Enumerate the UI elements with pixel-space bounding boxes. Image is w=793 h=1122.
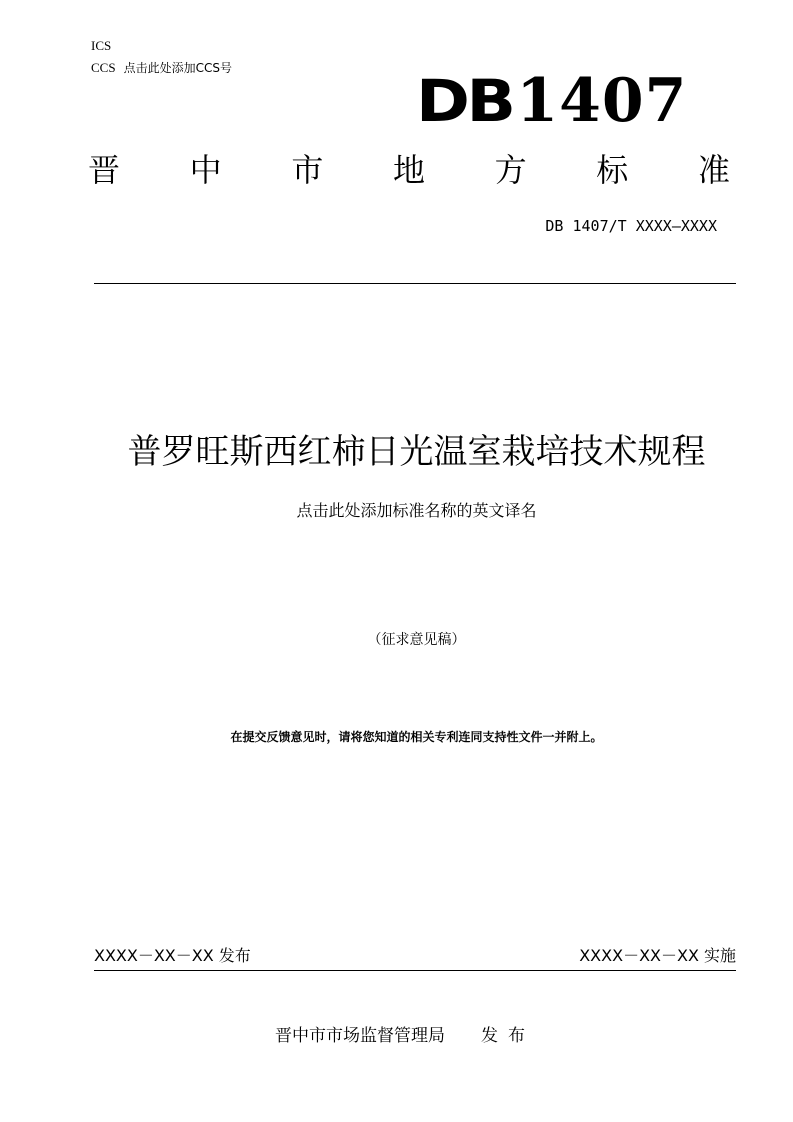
doc-kind-char: 市 xyxy=(291,151,324,189)
doc-kind-char: 准 xyxy=(697,151,730,189)
ics-label: ICS xyxy=(91,38,112,53)
doc-kind-char: 晋 xyxy=(88,151,121,189)
issue-date: XXXX－XX－XX 发布 xyxy=(94,946,251,965)
standard-number: DB 1407/T XXXX—XXXX xyxy=(545,217,717,235)
document-kind-heading xyxy=(88,150,730,190)
db-logo-letters: DB xyxy=(416,67,513,135)
publisher-name: 晋中市市场监督管理局 xyxy=(275,1026,445,1046)
ccs-label: CCS xyxy=(91,60,116,75)
doc-kind-char: 标 xyxy=(596,151,629,189)
bottom-divider xyxy=(94,970,736,971)
doc-kind-char: 地 xyxy=(392,151,425,189)
publish-action: 发布 xyxy=(481,1026,535,1046)
draft-status: （征求意见稿） xyxy=(367,632,466,648)
ccs-hint-field[interactable]: 点击此处添加CCS号 xyxy=(123,61,232,75)
implementation-date: XXXX－XX－XX 实施 xyxy=(579,946,736,965)
db-logo-number: 1407 xyxy=(516,66,688,136)
ccs-line xyxy=(91,61,232,75)
top-divider xyxy=(94,283,736,284)
db-logo xyxy=(416,66,688,136)
publisher-line xyxy=(0,1025,793,1047)
english-title-placeholder[interactable]: 点击此处添加标准名称的英文译名 xyxy=(296,501,537,520)
doc-kind-char: 中 xyxy=(189,151,222,189)
document-title: 普罗旺斯西红柿日光温室栽培技术规程 xyxy=(127,432,706,472)
patent-notice: 在提交反馈意见时，请将您知道的相关专利连同支持性文件一并附上。 xyxy=(230,730,603,744)
doc-kind-char: 方 xyxy=(494,151,527,189)
